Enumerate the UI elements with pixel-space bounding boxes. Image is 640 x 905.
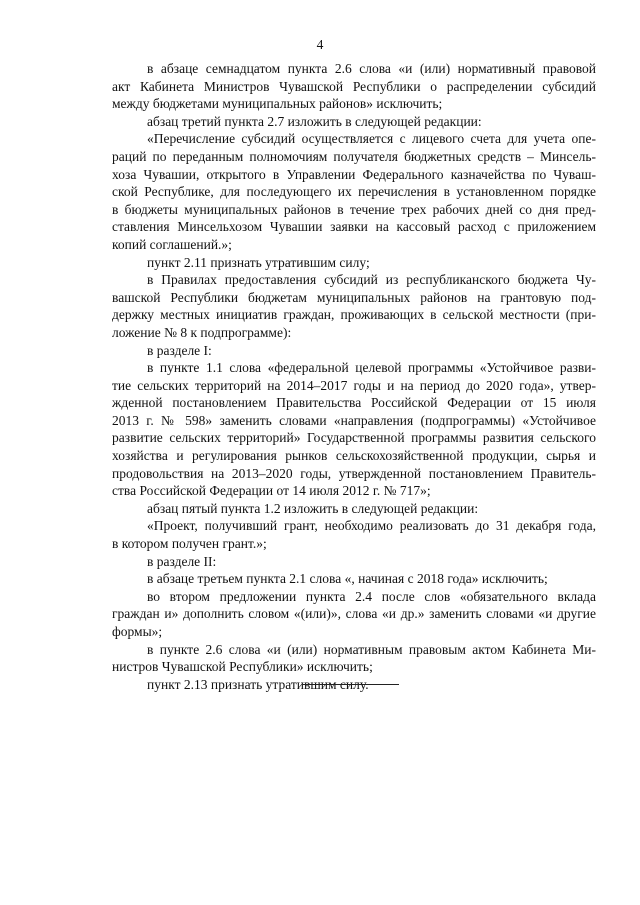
text-line: жденной постановлением Правительства Российской Федерации от 15 июля	[112, 395, 596, 411]
text-line: пункт 2.11 признать утратившим силу;	[147, 254, 370, 270]
text-line: в котором получен грант.»;	[112, 536, 267, 552]
text-line: 2013 г. № 598» заменить словами «направления (подпрограммы) «Устойчивое	[112, 412, 596, 428]
text-line: в абзаце семнадцатом пункта 2.6 слова «и (или) нормативный правовой	[147, 61, 596, 76]
text-line: абзац третий пункта 2.7 изложить в следующей редакции:	[147, 113, 482, 129]
text-line: держку местных инициатив граждан, проживающих в сельской местности (при-	[112, 307, 596, 323]
text-line: в абзаце третьем пункта 2.1 слова «, начиная с 2018 года» исключить;	[147, 571, 548, 587]
text-line: хоза Чувашии, открытого в Управлении Федерального казначейства по Чуваш-	[112, 166, 596, 182]
text-line: во втором предложении пункта 2.4 после слов «обязательного вклада	[147, 588, 596, 604]
text-line: в разделе I:	[147, 342, 212, 358]
text-line: абзац пятый пункта 1.2 изложить в следующей редакции:	[147, 500, 479, 516]
text-line: между бюджетами муниципальных районов» исключить;	[112, 96, 443, 112]
text-line: нистров Чувашской Республики» исключить;	[112, 659, 373, 675]
text-line: раций по переданным полномочиям получателя бюджетных средств – Минсель-	[112, 148, 596, 164]
text-line: вашской Республики бюджетам муниципальных районов на грантовую под-	[112, 289, 596, 305]
text-line: ской Республике, для последующего их перечисления в установленном порядке	[112, 184, 596, 200]
page-number: 4	[316, 37, 324, 52]
text-line: копий соглашений.»;	[112, 236, 232, 252]
text-line: в пункте 2.6 слова «и (или) нормативным правовым актом Кабинета Ми-	[147, 641, 596, 657]
text-line: в пункте 1.1 слова «федеральной целевой программы «Устойчивое разви-	[147, 360, 596, 376]
end-separator-line	[303, 684, 399, 685]
text-line: «Проект, получивший грант, необходимо реализовать до 31 декабря года,	[147, 518, 596, 534]
text-line: пункт 2.13 признать утратившим силу.	[147, 676, 369, 692]
text-line: тие сельских территорий на 2014–2017 годы и на период до 2020 года», утвер-	[112, 377, 596, 393]
text-line: граждан и» дополнить словом «(или)», слова «и др.» заменить словами «и другие	[112, 606, 596, 622]
text-line: в бюджеты муниципальных районов в течение трех рабочих дней со дня пред-	[112, 201, 596, 217]
text-line: акт Кабинета Министров Чувашской Республики о распределении субсидий	[112, 78, 596, 94]
text-line: развитие сельских территорий» Государственной программы развития сельского	[112, 430, 596, 446]
text-line: формы»;	[112, 624, 163, 639]
text-line: ставления Минсельхозом Чувашии заявки на кассовый расход с приложением	[112, 219, 596, 235]
text-line: ложение № 8 к подпрограмме):	[112, 324, 292, 340]
text-line: хозяйства и регулирования рынков сельскохозяйственной продукции, сырья и	[112, 448, 596, 464]
text-line: в разделе II:	[147, 553, 217, 569]
text-line: продовольствия на 2013–2020 годы, утвержденной постановлением Правитель-	[112, 465, 596, 481]
text-line: «Перечисление субсидий осуществляется с лицевого счета для учета опе-	[147, 131, 596, 147]
text-line: ства Российской Федерации от 14 июля 2012 г. № 717»;	[112, 483, 431, 499]
text-line: в Правилах предоставления субсидий из республиканского бюджета Чу-	[147, 272, 596, 288]
document-body	[112, 60, 596, 693]
